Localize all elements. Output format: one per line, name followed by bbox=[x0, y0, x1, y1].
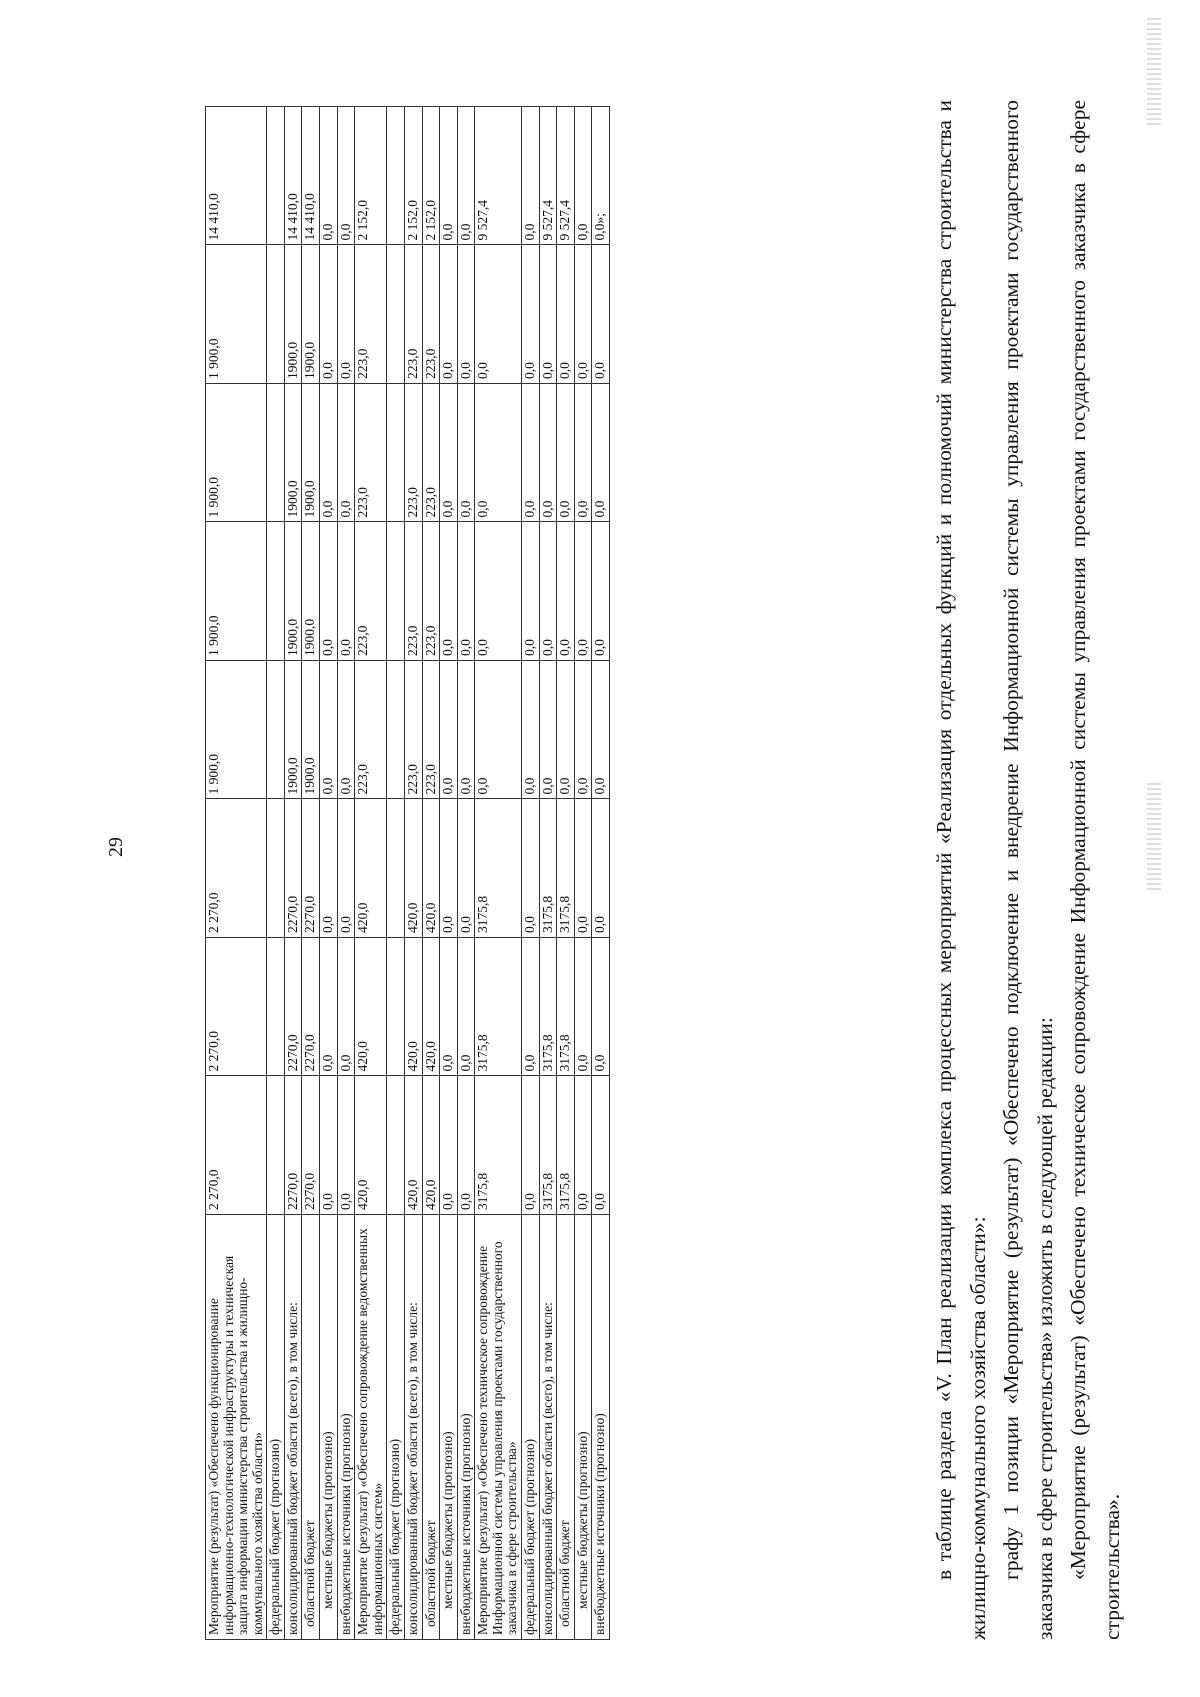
value-cell: 420,0 bbox=[404, 799, 422, 938]
value-cell: 3175,8 bbox=[475, 938, 522, 1077]
table-row bbox=[557, 107, 575, 1640]
table-row bbox=[206, 107, 267, 1640]
value-cell: 0,0 bbox=[521, 799, 539, 938]
table-row bbox=[422, 107, 440, 1640]
value-cell: 0,0 bbox=[475, 384, 522, 523]
value-cell: 3175,8 bbox=[539, 1076, 557, 1215]
value-cell: 0,0 bbox=[337, 245, 355, 384]
value-cell: 0,0 bbox=[574, 522, 592, 661]
value-cell: 1 900,0 bbox=[206, 522, 267, 661]
value-cell: 0,0 bbox=[574, 938, 592, 1077]
table-row bbox=[574, 107, 592, 1640]
value-cell: 2 270,0 bbox=[206, 1076, 267, 1215]
value-cell: 0,0 bbox=[457, 1076, 475, 1215]
value-cell: 0,0 bbox=[574, 245, 592, 384]
value-cell: 223,0 bbox=[422, 384, 440, 523]
row-label: местные бюджеты (прогнозно) bbox=[574, 1215, 592, 1640]
value-cell: 0,0 bbox=[440, 384, 458, 523]
row-label: Мероприятие (результат) «Обеспечено техническое сопровождение Информационной системы управления проектами государственного заказчика в сфере строительства» bbox=[475, 1215, 522, 1640]
value-cell: 14 410,0 bbox=[302, 107, 320, 246]
value-cell: 0,0 bbox=[521, 1076, 539, 1215]
value-cell: 0,0 bbox=[440, 799, 458, 938]
row-label: внебюджетные источники (прогнозно) bbox=[592, 1215, 610, 1640]
row-label: местные бюджеты (прогнозно) bbox=[440, 1215, 458, 1640]
value-cell: 420,0 bbox=[404, 1076, 422, 1215]
value-cell: 420,0 bbox=[422, 1076, 440, 1215]
value-cell: 0,0 bbox=[539, 522, 557, 661]
value-cell: 0,0 bbox=[539, 245, 557, 384]
value-cell bbox=[387, 799, 405, 938]
value-cell: 1 900,0 bbox=[206, 384, 267, 523]
value-cell: 1900,0 bbox=[302, 384, 320, 523]
value-cell: 0,0 bbox=[440, 1076, 458, 1215]
value-cell: 2270,0 bbox=[284, 938, 302, 1077]
row-label: федеральный бюджет (прогнозно) bbox=[521, 1215, 539, 1640]
table-row bbox=[457, 107, 475, 1640]
value-cell: 0,0 bbox=[320, 661, 338, 800]
value-cell: 1900,0 bbox=[302, 661, 320, 800]
value-cell: 0,0 bbox=[574, 107, 592, 246]
value-cell: 223,0 bbox=[355, 245, 387, 384]
value-cell: 0,0 bbox=[320, 107, 338, 246]
table-row bbox=[284, 107, 302, 1640]
value-cell: 0,0 bbox=[475, 661, 522, 800]
value-cell: 223,0 bbox=[404, 245, 422, 384]
value-cell: 1900,0 bbox=[302, 245, 320, 384]
value-cell: 0,0 bbox=[592, 799, 610, 938]
value-cell: 2 270,0 bbox=[206, 799, 267, 938]
value-cell: 2 152,0 bbox=[422, 107, 440, 246]
value-cell: 0,0 bbox=[320, 1076, 338, 1215]
value-cell: 0,0 bbox=[337, 384, 355, 523]
value-cell: 0,0 bbox=[592, 522, 610, 661]
value-cell: 223,0 bbox=[422, 245, 440, 384]
row-label: консолидированный бюджет области (всего), в том числе: bbox=[284, 1215, 302, 1640]
value-cell: 1900,0 bbox=[284, 661, 302, 800]
value-cell: 1900,0 bbox=[284, 245, 302, 384]
value-cell bbox=[387, 938, 405, 1077]
amendment-text bbox=[928, 100, 1129, 1640]
value-cell: 0,0 bbox=[440, 107, 458, 246]
value-cell bbox=[387, 661, 405, 800]
value-cell: 0,0 bbox=[475, 522, 522, 661]
value-cell: 0,0 bbox=[521, 384, 539, 523]
row-label: областной бюджет bbox=[422, 1215, 440, 1640]
value-cell: 0,0 bbox=[320, 799, 338, 938]
value-cell bbox=[267, 107, 285, 246]
value-cell bbox=[387, 245, 405, 384]
value-cell: 0,0 bbox=[320, 245, 338, 384]
value-cell: 0,0 bbox=[557, 522, 575, 661]
value-cell: 0,0 bbox=[457, 245, 475, 384]
paragraph-1: в таблице раздела «V. План реализации комплекса процессных мероприятий «Реализация отдельных функций и полномочий министерства строительства и жилищно-коммунального хозяйства области»: bbox=[932, 100, 990, 1640]
value-cell: 0,0 bbox=[320, 522, 338, 661]
value-cell: 0,0 bbox=[521, 107, 539, 246]
value-cell: 223,0 bbox=[422, 522, 440, 661]
value-cell: 0,0 bbox=[457, 799, 475, 938]
value-cell: 0,0 bbox=[457, 384, 475, 523]
row-label: федеральный бюджет (прогнозно) bbox=[387, 1215, 405, 1640]
paragraph-3: «Мероприятие (результат) «Обеспечено техническое сопровождение Информационной системы управления проектами государственного заказчика в сфере строительства». bbox=[1066, 100, 1124, 1640]
value-cell bbox=[267, 938, 285, 1077]
value-cell: 0,0 bbox=[539, 384, 557, 523]
value-cell: 0,0 bbox=[440, 938, 458, 1077]
value-cell bbox=[267, 384, 285, 523]
value-cell: 3175,8 bbox=[557, 1076, 575, 1215]
table-row bbox=[302, 107, 320, 1640]
value-cell: 0,0 bbox=[337, 938, 355, 1077]
value-cell: 3175,8 bbox=[475, 1076, 522, 1215]
value-cell: 420,0 bbox=[355, 799, 387, 938]
value-cell: 3175,8 bbox=[557, 799, 575, 938]
value-cell: 0,0 bbox=[337, 799, 355, 938]
value-cell: 0,0 bbox=[475, 245, 522, 384]
value-cell: 223,0 bbox=[422, 661, 440, 800]
value-cell: 0,0 bbox=[457, 522, 475, 661]
value-cell: 0,0 bbox=[574, 661, 592, 800]
row-label: федеральный бюджет (прогнозно) bbox=[267, 1215, 285, 1640]
value-cell: 223,0 bbox=[355, 384, 387, 523]
row-label: местные бюджеты (прогнозно) bbox=[320, 1215, 338, 1640]
value-cell: 2270,0 bbox=[302, 938, 320, 1077]
value-cell: 0,0 bbox=[440, 522, 458, 661]
value-cell bbox=[267, 1076, 285, 1215]
value-cell: 223,0 bbox=[355, 661, 387, 800]
value-cell: 9 527,4 bbox=[557, 107, 575, 246]
value-cell: 1 900,0 bbox=[206, 245, 267, 384]
value-cell bbox=[267, 661, 285, 800]
value-cell: 0,0 bbox=[574, 799, 592, 938]
value-cell: 420,0 bbox=[404, 938, 422, 1077]
value-cell bbox=[387, 384, 405, 523]
value-cell: 0,0 bbox=[440, 245, 458, 384]
paragraph-2: графу 1 позиции «Мероприятие (результат) «Обеспечено подключение и внедрение Информационной системы управления проектами государственного заказчика в сфере строительства» изложить в следующей редакции: bbox=[999, 100, 1057, 1640]
value-cell: 3175,8 bbox=[475, 799, 522, 938]
value-cell: 0,0 bbox=[592, 384, 610, 523]
value-cell: 0,0 bbox=[557, 245, 575, 384]
value-cell: 0,0 bbox=[337, 107, 355, 246]
value-cell: 223,0 bbox=[404, 522, 422, 661]
value-cell: 2270,0 bbox=[284, 799, 302, 938]
value-cell: 14 410,0 bbox=[284, 107, 302, 246]
value-cell: 0,0 bbox=[592, 938, 610, 1077]
table-row bbox=[475, 107, 522, 1640]
value-cell: 0,0 bbox=[337, 522, 355, 661]
value-cell: 1900,0 bbox=[284, 522, 302, 661]
row-label: консолидированный бюджет области (всего), в том числе: bbox=[404, 1215, 422, 1640]
table-row bbox=[337, 107, 355, 1640]
value-cell: 1900,0 bbox=[302, 522, 320, 661]
value-cell bbox=[267, 245, 285, 384]
row-label: областной бюджет bbox=[302, 1215, 320, 1640]
value-cell: 0,0 bbox=[574, 384, 592, 523]
value-cell: 0,0 bbox=[320, 938, 338, 1077]
table-row bbox=[440, 107, 458, 1640]
budget-table bbox=[205, 106, 610, 1640]
value-cell: 1900,0 bbox=[284, 384, 302, 523]
value-cell: 420,0 bbox=[422, 799, 440, 938]
value-cell: 2 152,0 bbox=[404, 107, 422, 246]
row-label: внебюджетные источники (прогнозно) bbox=[337, 1215, 355, 1640]
table-row bbox=[267, 107, 285, 1640]
value-cell: 2 152,0 bbox=[355, 107, 387, 246]
table-row bbox=[521, 107, 539, 1640]
value-cell: 0,0 bbox=[521, 522, 539, 661]
page-number: 29 bbox=[105, 837, 127, 857]
value-cell: 0,0 bbox=[337, 1076, 355, 1215]
table-row bbox=[539, 107, 557, 1640]
value-cell: 2270,0 bbox=[284, 1076, 302, 1215]
value-cell: 420,0 bbox=[355, 938, 387, 1077]
value-cell: 0,0 bbox=[337, 661, 355, 800]
row-label: консолидированный бюджет области (всего), в том числе: bbox=[539, 1215, 557, 1640]
value-cell bbox=[387, 522, 405, 661]
row-label: Мероприятие (результат) «Обеспечено функционирование информационно-технологической инфраструктуры и техническая защита информации министерства строительства и жилищно-коммунального хозяйства области» bbox=[206, 1215, 267, 1640]
value-cell: 0,0 bbox=[457, 938, 475, 1077]
value-cell: 14 410,0 bbox=[206, 107, 267, 246]
table-row bbox=[320, 107, 338, 1640]
value-cell: 2270,0 bbox=[302, 1076, 320, 1215]
value-cell: 2270,0 bbox=[302, 799, 320, 938]
value-cell bbox=[267, 522, 285, 661]
value-cell: 0,0 bbox=[457, 107, 475, 246]
row-label: областной бюджет bbox=[557, 1215, 575, 1640]
value-cell: 0,0 bbox=[592, 1076, 610, 1215]
value-cell: 3175,8 bbox=[557, 938, 575, 1077]
value-cell: 0,0»; bbox=[592, 107, 610, 246]
value-cell bbox=[267, 799, 285, 938]
value-cell: 420,0 bbox=[355, 1076, 387, 1215]
value-cell: 0,0 bbox=[539, 661, 557, 800]
value-cell: 223,0 bbox=[355, 522, 387, 661]
value-cell: 2 270,0 bbox=[206, 938, 267, 1077]
value-cell: 3175,8 bbox=[539, 799, 557, 938]
value-cell: 9 527,4 bbox=[539, 107, 557, 246]
value-cell: 0,0 bbox=[320, 384, 338, 523]
value-cell: 223,0 bbox=[404, 661, 422, 800]
value-cell: 0,0 bbox=[557, 661, 575, 800]
table-row bbox=[404, 107, 422, 1640]
value-cell: 420,0 bbox=[422, 938, 440, 1077]
table-row bbox=[592, 107, 610, 1640]
value-cell: 0,0 bbox=[521, 245, 539, 384]
value-cell: 1 900,0 bbox=[206, 661, 267, 800]
row-label: внебюджетные источники (прогнозно) bbox=[457, 1215, 475, 1640]
value-cell: 0,0 bbox=[521, 661, 539, 800]
value-cell: 9 527,4 bbox=[475, 107, 522, 246]
table-row bbox=[387, 107, 405, 1640]
value-cell: 0,0 bbox=[557, 384, 575, 523]
value-cell: 3175,8 bbox=[539, 938, 557, 1077]
value-cell: 0,0 bbox=[574, 1076, 592, 1215]
row-label: Мероприятие (результат) «Обеспечено сопровождение ведомственных информационных систем» bbox=[355, 1215, 387, 1640]
value-cell bbox=[387, 107, 405, 246]
value-cell: 0,0 bbox=[457, 661, 475, 800]
value-cell: 0,0 bbox=[521, 938, 539, 1077]
value-cell: 223,0 bbox=[404, 384, 422, 523]
table-row bbox=[355, 107, 387, 1640]
value-cell bbox=[387, 1076, 405, 1215]
value-cell: 0,0 bbox=[592, 245, 610, 384]
value-cell: 0,0 bbox=[440, 661, 458, 800]
value-cell: 0,0 bbox=[592, 661, 610, 800]
